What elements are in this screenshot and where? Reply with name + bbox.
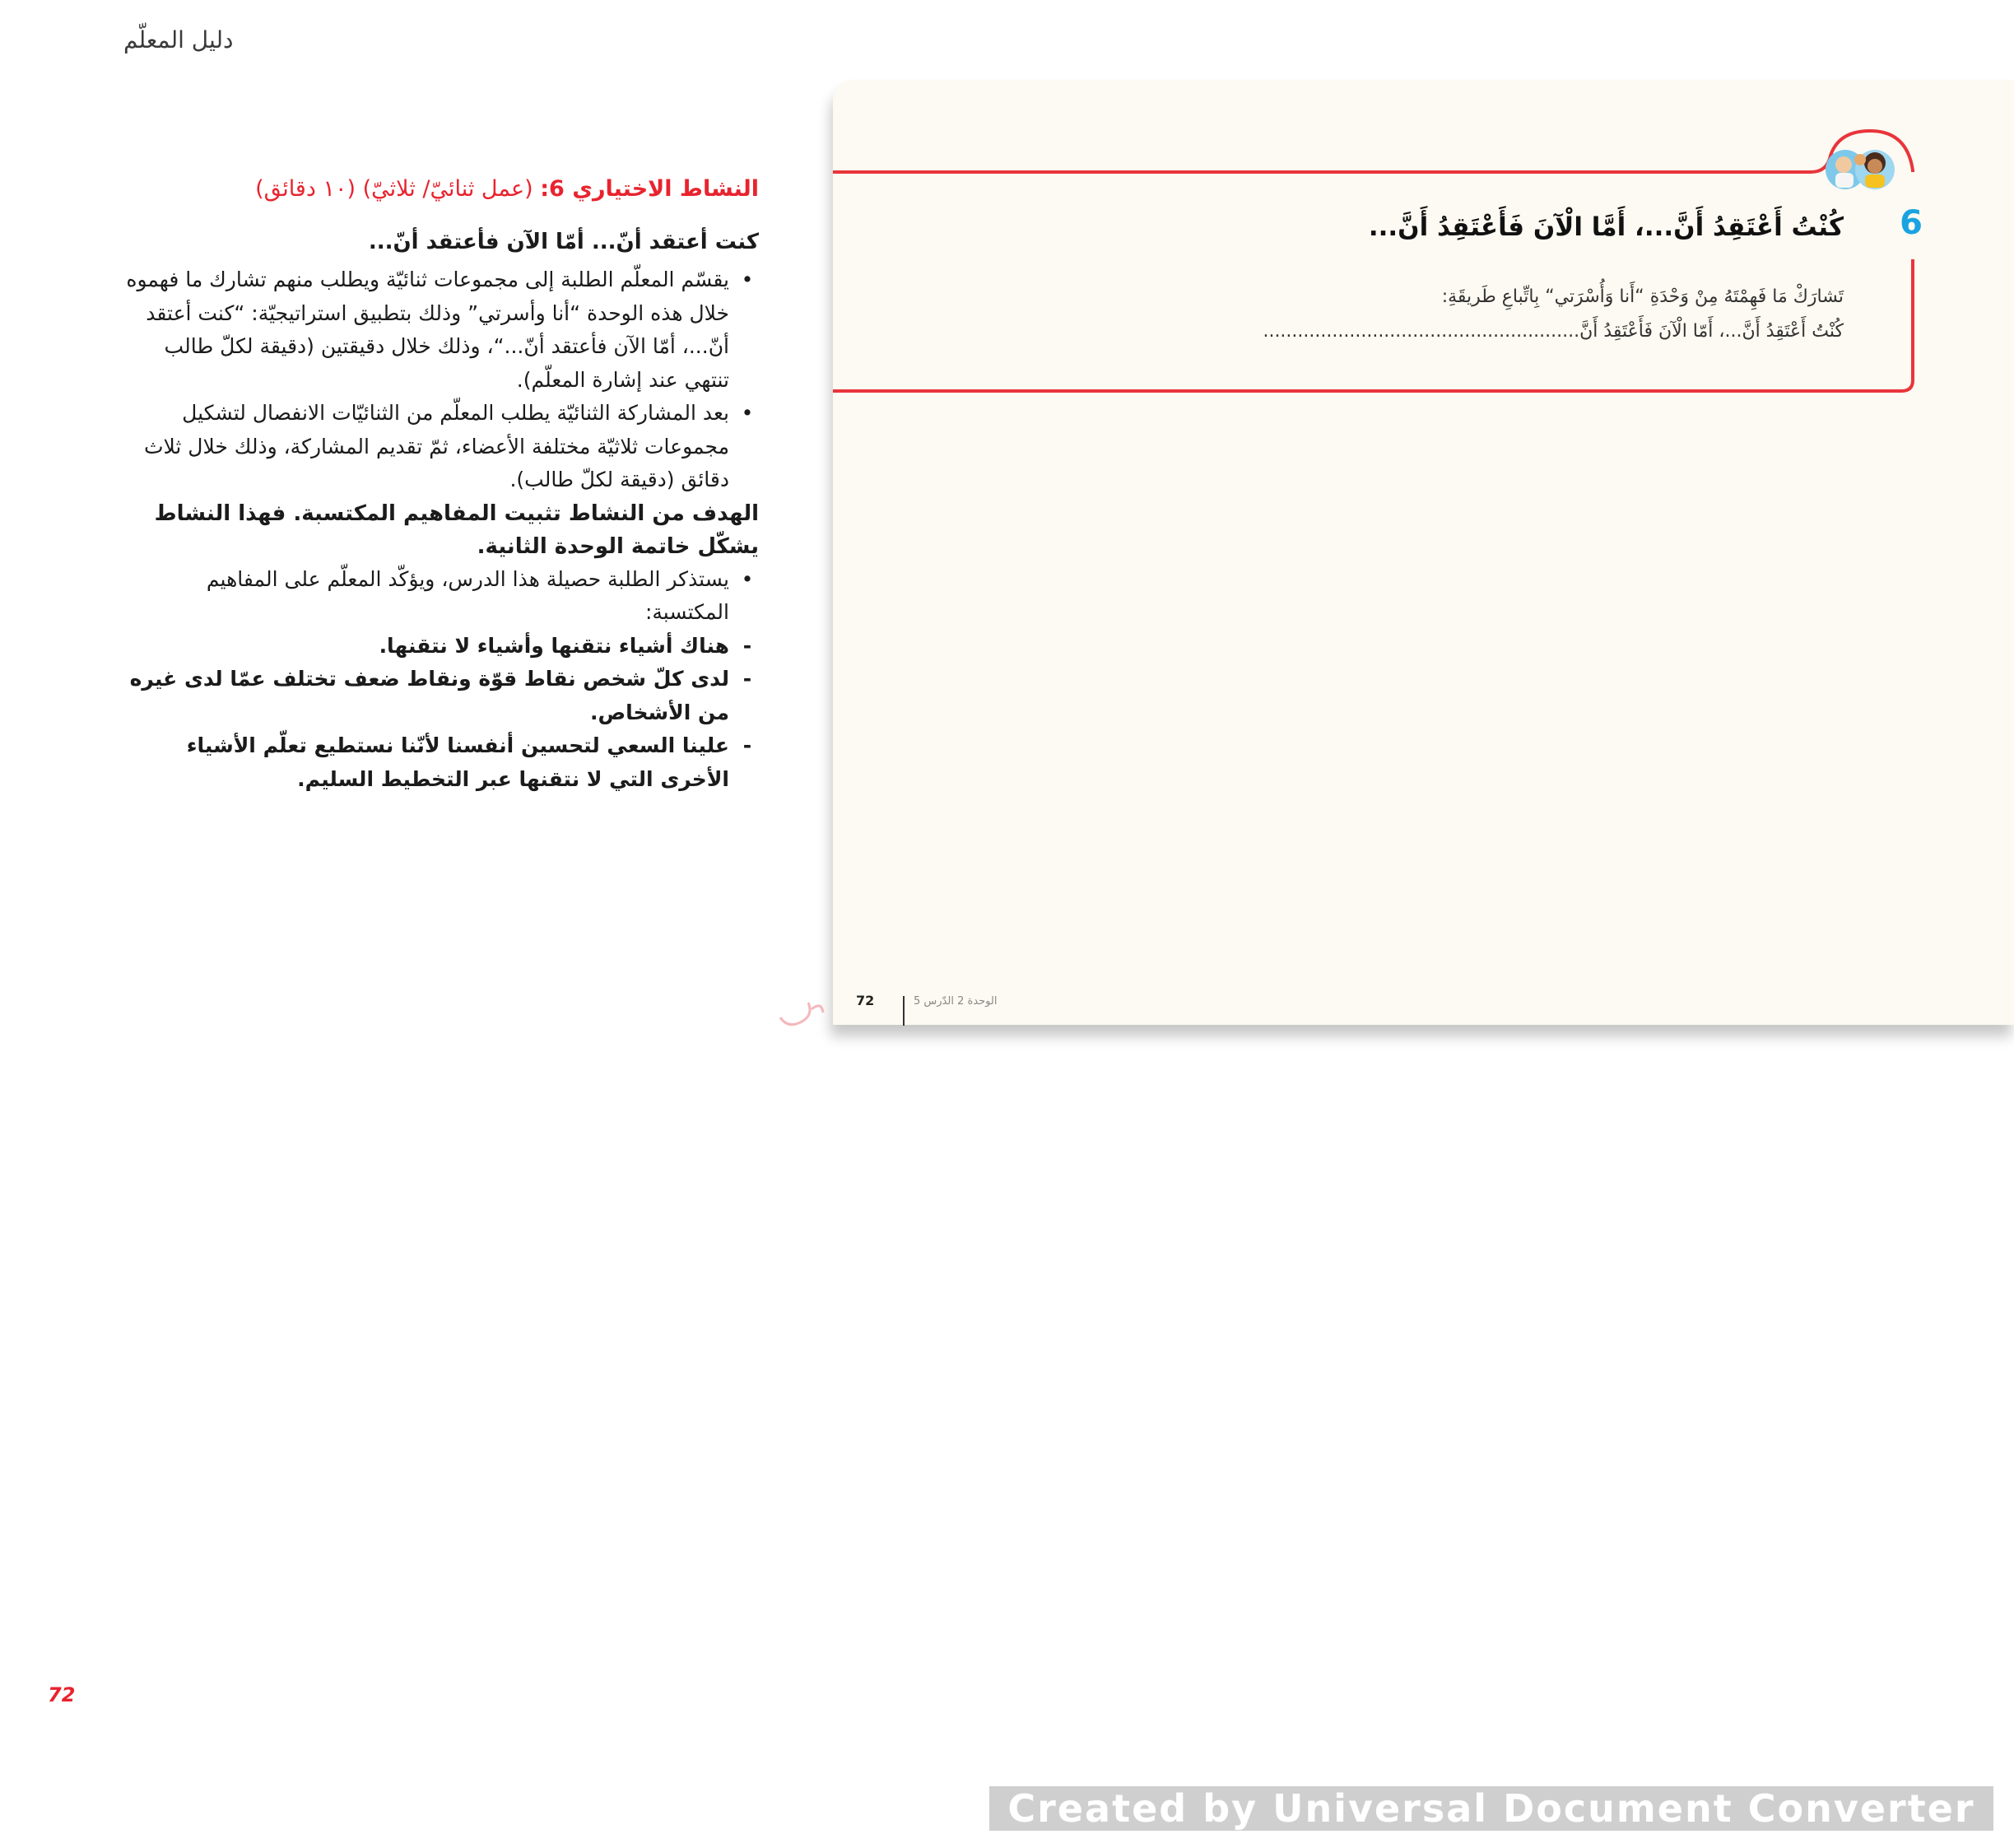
list-text: يستذكر الطلبة حصيلة هذا الدرس، ويؤكّد المعلّم على المفاهيم المكتسبة: — [206, 566, 729, 624]
list-marker: • — [741, 268, 754, 291]
activity-frame — [833, 80, 2014, 409]
book-activity-title: كُنْتُ أَعْتَقِدُ أَنَّ...، أَمَّا الْآنَ فَأَعْتَقِدُ أَنَّ... — [1368, 212, 1844, 242]
page-number: 72 — [48, 1683, 76, 1706]
list-item — [123, 397, 759, 497]
list-item — [123, 729, 759, 796]
list-text: يقسّم المعلّم الطلبة إلى مجموعات ثنائيّة ويطلب منهم تشارك ما فهموه خلال هذه الوحدة “أنا وأسرتي” وذلك بتطبيق استراتيجيّة: “كنت أعتقد أنّ...، أمّا الآن فأعتقد أنّ...“، وذلك خلال دقيقتين (دقيقة لكلّ طالب تنتهي عند إشارة المعلّم). — [126, 268, 729, 392]
list-marker: - — [742, 633, 752, 658]
activity-label: النشاط الاختياري 6: — [540, 176, 759, 202]
faint-logo-mark — [772, 985, 838, 1034]
list-marker: - — [742, 667, 752, 691]
activity-heading — [123, 173, 759, 206]
list-marker: • — [741, 401, 754, 425]
recap-list — [123, 563, 759, 630]
list-item — [123, 563, 759, 630]
footer-divider — [903, 996, 905, 1026]
activity-number: 6 — [1900, 204, 1923, 242]
list-item — [123, 663, 759, 729]
list-item — [123, 630, 759, 663]
book-page-number: 72 — [856, 993, 875, 1008]
steps-list — [123, 263, 759, 497]
list-text: لدى كلّ شخص نقاط قوّة ونقاط ضعف تختلف عمّا لدى غيره من الأشخاص. — [129, 667, 729, 724]
book-instruction: تَشارَكْ مَا فَهِمْتَهُ مِنْ وَحْدَةِ “أَنا وَأُسْرَتي“ بِاتِّباعِ طَريقَةِ: — [1441, 286, 1844, 307]
watermark-banner: Created by Universal Document Converter — [989, 1786, 1993, 1831]
list-text: علينا السعي لتحسين أنفسنا لأنّنا نستطيع تعلّم الأشياء الأخرى التي لا نتقنها عبر التخطيط السليم. — [186, 733, 729, 791]
teacher-notes — [123, 173, 759, 796]
list-marker: - — [742, 733, 752, 757]
activity-subtitle: كنت أعتقد أنّ... أمّا الآن فأعتقد أنّ... — [368, 230, 759, 254]
book-answer-line: كُنْتُ أَعْتَقِدُ أَنَّ...، أَمّا الْآنَ فَأَعْتَقِدُ أَنَّ....................................................... — [1263, 321, 1844, 342]
guide-title: دليل المعلّم — [123, 26, 234, 54]
concepts-list — [123, 630, 759, 797]
activity-detail: (عمل ثنائيّ/ ثلاثيّ) (١٠ دقائق) — [255, 176, 541, 202]
students-avatar-icon — [1821, 145, 1905, 193]
activity-goal: الهدف من النشاط تثبيت المفاهيم المكتسبة. فهذا النشاط يشكّل خاتمة الوحدة الثانية. — [154, 500, 759, 559]
list-item — [123, 263, 759, 397]
list-text: بعد المشاركة الثنائيّة يطلب المعلّم من الثنائيّات الانفصال لتشكيل مجموعات ثلاثيّة مختلفة الأعضاء، ثمّ تقديم المشاركة، وذلك خلال ثلاث دقائق (دقيقة لكلّ طالب). — [143, 401, 729, 491]
list-text: هناك أشياء نتقنها وأشياء لا نتقنها. — [379, 633, 729, 658]
list-marker: • — [741, 566, 754, 591]
book-footer-unit-lesson: الوحدة 2 الدّرس 5 — [914, 995, 998, 1008]
